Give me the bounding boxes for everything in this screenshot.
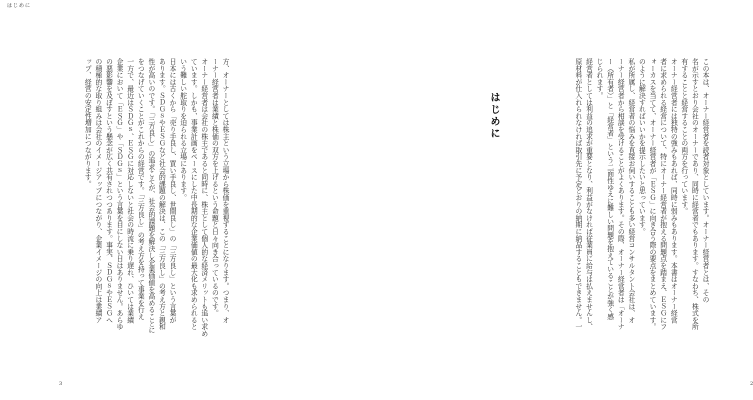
body-line: 私が所属し、経営者の悩みを直接お伺いすることも多い経営コンサルタント会社は、オ — [626, 58, 635, 324]
body-line: ップ、経営の安定性増加につながります。 — [83, 58, 92, 188]
body-line: の悪影響を及ぼすという懸念が広く共有されつつあります。事実、ＳＤＧｓやＥＳＧへ — [104, 58, 113, 324]
body-line: 日本には古くから「売り手良し、買い手良し、世間良し」の「三方良し」という言葉が — [168, 58, 177, 324]
running-header: はじめに — [7, 3, 32, 9]
body-line: のように解決すればいいかを提示したいと思っています。 — [637, 58, 646, 235]
left-page — [0, 0, 272, 400]
body-line: オーナー経営者には独特の強みもあれば、同時に弱みもあります。本書はオーナー経営 — [669, 58, 678, 324]
body-line: ーナー経営者は業績と株価の双方を上げるという命題と日々向き合っているのです。 — [210, 58, 219, 317]
chapter-title: はじめに — [488, 92, 499, 140]
body-line: ー（所有者）」と「経営者」という二面性ゆえに難しい問題を抱えていることが強く感 — [605, 58, 614, 320]
body-line: 企業において「ＥＳＧ」や「ＳＤＧｓ」という言葉を目にしない日はありません。あらゆ — [115, 58, 124, 330]
body-line: 者に求められる経営について、特にオーナー経営者が抱える問題点を踏まえ、ＥＳＧにフ — [658, 58, 667, 330]
right-page-body — [558, 58, 710, 348]
body-line: あります。ＳＤＧｓやＥＳＧなど社会的課題の解決は、この「三方良し」の考え方と親和 — [157, 58, 166, 330]
body-line: この本は、オーナー経営者を読者対象としています。オーナー経営者とは、その — [701, 58, 709, 303]
body-line: の積極的な取り組みは会社のイメージアップにつながり、企業イメージの向上は業績ア — [93, 58, 102, 324]
body-line: 方、オーナーとしては株主という立場から株価を重視することになります。つまり、オ — [221, 58, 229, 324]
left-page-body — [60, 58, 230, 348]
body-line: ています。しかも、事業計画をベースにした中長期的な企業価値の最大化も求められると — [189, 58, 198, 330]
page-number-right: 2 — [750, 381, 753, 387]
right-page — [272, 0, 753, 400]
body-line: 原材料が仕入れられなければ取引先に予定どおりの納期に納品することもできません。一 — [573, 58, 582, 330]
body-line: 性が高いのです。「三方良し」の追求こそが、社会的課題を解決し企業価値を高めることに — [146, 58, 155, 334]
body-line: 有することと経営することの両方を行っています。 — [679, 58, 688, 215]
body-line: オーナー経営者は会社の株主であると同時に、株主として個人的な経済メリットも追い求め — [199, 58, 208, 337]
body-line: ーナー経営者から相談を受けることがよくあります。その際、オーナー経営者は「オーナ — [616, 58, 625, 330]
body-line: いう難しい舵取りを迫られる立場にあります。 — [178, 58, 187, 201]
body-line: 名が示すとおり会社のオーナーであり、同時に経営者でもあります。すなわち、株式を所 — [690, 58, 699, 330]
body-line: じられます。 — [595, 58, 604, 99]
body-line: ォーカスを当てて、オーナー経営者が「ＥＳＧ」に向き合う際の要点をまとめています。 — [648, 58, 657, 330]
page-number-left: 3 — [59, 381, 63, 387]
body-line: 経営者としては利益の追求が重要となり、利益がなければ従業員に給与は払えませんし、 — [584, 58, 593, 330]
body-line: をつなげていくことがこれからの経営です。「三方良し」の考え方を持って事業を行え — [136, 58, 145, 320]
body-line: 一方で、最近はＳＤＧｓ、ＥＳＧに対応しないと社会の時流に乗り遅れ、ひいては業績 — [125, 58, 134, 324]
